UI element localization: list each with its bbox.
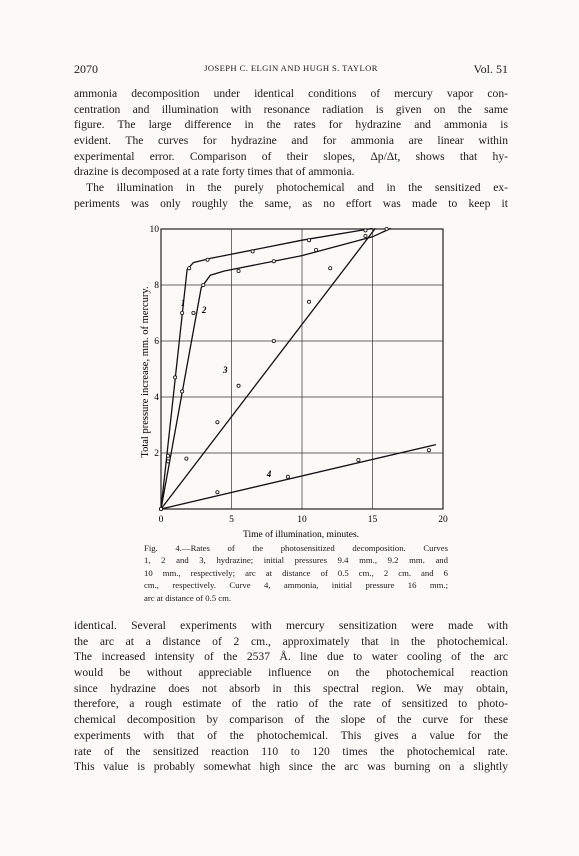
curve-label: 4 [266, 468, 272, 479]
volume-label: Vol. 51 [473, 62, 508, 76]
data-point-curve-4 [427, 449, 430, 452]
text-line: figure. The large difference in the rates for hydrazine and ammonia is [74, 118, 508, 132]
chart-grid [161, 229, 443, 509]
data-point-curve-1 [188, 267, 191, 270]
caption-line: 10 mm., respectively; arc at distance of 0.5 cm., 2 cm. and 6 [144, 567, 448, 578]
data-point-curve-2 [202, 283, 205, 286]
text-line: chemical decomposition by comparison of the slope of the curve for these [74, 713, 508, 727]
y-axis-label: Total pressure increase, mm. of mercury. [140, 286, 151, 458]
chart-curves [161, 228, 436, 509]
y-tick-label: 6 [154, 337, 159, 347]
running-header-authors: JOSEPH C. ELGIN AND HUGH S. TAYLOR [204, 63, 378, 73]
data-point-curve-1 [251, 250, 254, 253]
data-point-curve-2 [385, 227, 388, 230]
x-tick-label: 5 [229, 515, 234, 525]
data-point-curve-3 [237, 384, 240, 387]
text-line: therefore, a rough estimate of the ratio of the rate of sensitized to photo- [74, 697, 508, 711]
text-line: centration and illumination with resonance radiation is given on the same [74, 102, 508, 116]
caption-line: 1, 2 and 3, hydrazine; initial pressures 9.4 mm., 9.2 mm. and [144, 555, 448, 566]
text-line: The illumination in the purely photochemical and in the sensitized ex- [86, 181, 508, 194]
data-point-curve-2 [272, 260, 275, 263]
chart-points [159, 227, 430, 510]
text-line: experiments with that of the photochemical. This gives a value for the [74, 728, 508, 742]
data-point-curve-1 [181, 311, 184, 314]
text-line: identical. Several experiments with mercury sensitization were made with [74, 619, 508, 632]
text-line: the arc at a distance of 2 cm., approximately that in the photochemical. [74, 634, 508, 648]
text-line: would be without appreciable influence on the photochemical reaction [74, 666, 508, 680]
curve-label: 2 [201, 305, 207, 315]
data-point-curve-3 [216, 421, 219, 424]
data-point-curve-3 [307, 300, 310, 303]
text-line: ammonia decomposition under identical conditions of mercury vapor con- [74, 87, 508, 100]
data-point-curve-2 [192, 311, 195, 314]
data-point-curve-4 [286, 475, 289, 478]
data-point-curve-1 [166, 454, 169, 457]
data-point-curve-1 [174, 376, 177, 379]
data-point-curve-2 [181, 390, 184, 393]
data-point-curve-2 [166, 460, 169, 463]
text-line: evident. The curves for hydrazine and for ammonia are linear within [74, 134, 508, 148]
caption-line: arc at distance of 0.5 cm. [144, 592, 232, 603]
data-point-curve-3 [185, 457, 188, 460]
x-tick-label: 10 [297, 515, 307, 525]
data-point-curve-4 [357, 458, 360, 461]
text-line: drazine is decomposed at a rate forty times that of ammonia. [74, 165, 355, 179]
curve-label: 1 [180, 298, 186, 308]
text-line: The increased intensity of the 2537 Å. line due to water cooling of the arc [74, 650, 508, 664]
data-point-curve-2 [315, 248, 318, 251]
y-tick-label: 8 [154, 281, 159, 291]
x-tick-label: 15 [367, 515, 378, 525]
y-tick-label: 2 [154, 449, 159, 459]
figure-caption [144, 542, 448, 604]
text-line: This value is probably somewhat high since the arc was burning on a slightly [74, 760, 508, 774]
data-point-curve-2 [237, 269, 240, 272]
y-tick-label: 10 [149, 225, 159, 235]
text-line: periments was only roughly the same, as no effort was made to keep it [74, 196, 508, 210]
page-number: 2070 [74, 62, 98, 76]
text-line: rate of the sensitized reaction 110 to 120 times the photochemical rate. [74, 744, 508, 758]
data-point-curve-3 [329, 267, 332, 270]
data-point-curve-3 [272, 339, 275, 342]
y-tick-label: 4 [154, 393, 159, 403]
data-point-curve-1 [364, 229, 367, 232]
text-line: since hydrazine does not absorb in this spectral region. We may obtain, [74, 681, 508, 695]
caption-line: Fig. 4.—Rates of the photosensitized decomposition. Curves [144, 543, 448, 553]
data-point-curve-4 [159, 507, 162, 510]
caption-line: cm., respectively. Curve 4, ammonia, initial pressure 16 mm.; [144, 580, 448, 591]
x-tick-label: 20 [438, 515, 448, 525]
paragraph-3 [74, 618, 508, 775]
data-point-curve-1 [206, 258, 209, 261]
data-point-curve-4 [216, 491, 219, 494]
curve-2 [161, 228, 391, 509]
data-point-curve-1 [307, 239, 310, 242]
chart-ticks [150, 225, 449, 525]
x-axis-label: Time of illumination, minutes. [242, 530, 360, 540]
data-point-curve-2 [364, 234, 367, 237]
text-line: experimental error. Comparison of their slopes, Δp/Δt, shows that hy- [74, 149, 508, 163]
x-tick-label: 0 [158, 515, 164, 525]
curve-label: 3 [223, 365, 228, 376]
